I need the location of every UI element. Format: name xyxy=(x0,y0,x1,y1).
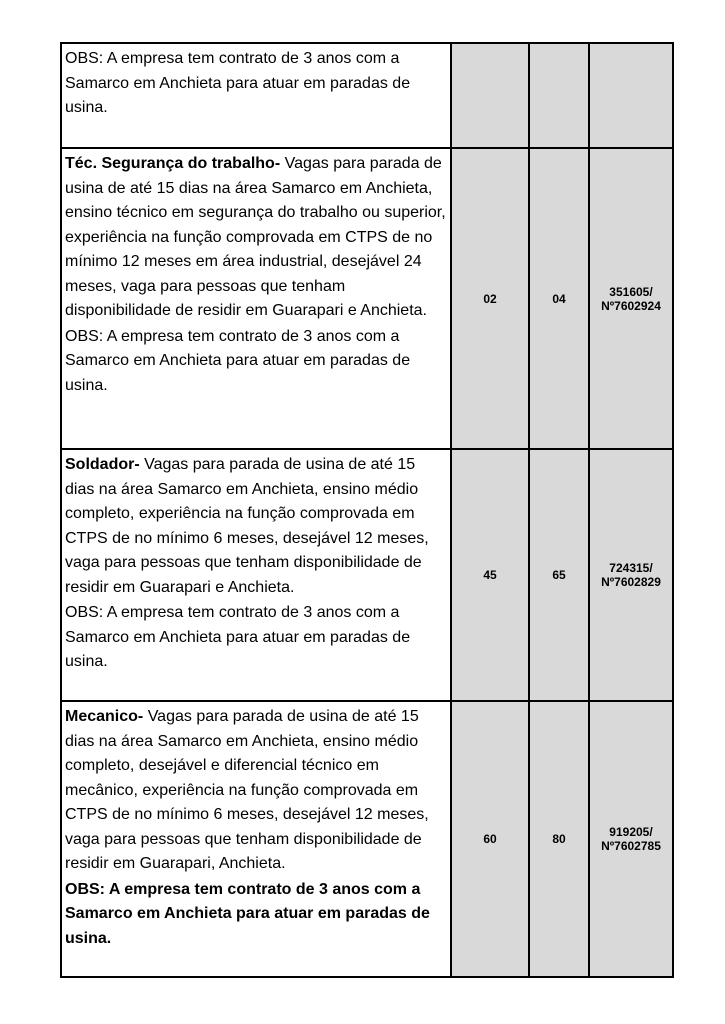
code-line-1: 919205/ xyxy=(609,825,653,839)
job-text xyxy=(65,453,447,600)
code-line-2: Nº7602924 xyxy=(601,298,661,313)
qty-cell-2: 04 xyxy=(529,148,589,449)
code-cell xyxy=(589,449,673,701)
qty-cell-1: 60 xyxy=(451,701,529,977)
table-row xyxy=(61,148,673,449)
table-row xyxy=(61,701,673,977)
code-cell xyxy=(589,701,673,977)
code-line-2: Nº7602785 xyxy=(601,839,661,853)
code-cell xyxy=(589,43,673,148)
code-line-2: Nº7602829 xyxy=(601,575,661,589)
qty-cell-1 xyxy=(451,43,529,148)
job-title: Soldador- xyxy=(65,456,140,473)
obs-note: OBS: A empresa tem contrato de 3 anos com a Samarco em Anchieta para atuar em paradas de usina. xyxy=(65,50,411,116)
job-description-cell xyxy=(61,449,451,701)
code-line-1: 351605/ xyxy=(609,284,653,299)
job-description: Vagas para parada de usina de até 15 dias na área Samarco em Anchieta, ensino técnico em segurança do trabalho ou superior, experiência na função comprovada em CTPS de no mínimo 12 meses em área industrial, desejável 24 meses, vaga para pessoas que tenham disponibilidade de residir em Guarapari e Anchieta. xyxy=(65,155,446,319)
qty-cell-2 xyxy=(529,43,589,148)
job-description: Vagas para parada de usina de até 15 dias na área Samarco em Anchieta, ensino médio completo, experiência na função comprovada em CTPS de no mínimo 6 meses, desejável 12 meses, vaga para pessoas que tenham disponibilidade de residir em Guarapari e Anchieta. xyxy=(65,456,429,596)
code-line-1: 724315/ xyxy=(609,561,653,575)
job-description-cell xyxy=(61,701,451,977)
qty-cell-1: 45 xyxy=(451,449,529,701)
job-title: Mecanico- xyxy=(65,708,144,725)
qty-cell-1: 02 xyxy=(451,148,529,449)
job-text xyxy=(65,705,447,877)
table-row xyxy=(61,43,673,148)
qty-cell-2: 65 xyxy=(529,449,589,701)
job-description: Vagas para parada de usina de até 15 dias na área Samarco em Anchieta, ensino médio completo, desejável e diferencial técnico em mecânico, experiência na função comprovada em CTPS de no mínimo 6 meses, desejável 12 meses, vaga para pessoas que tenham disponibilidade de residir em Guarapari, Anchieta. xyxy=(65,708,429,872)
obs-note: OBS: A empresa tem contrato de 3 anos com a Samarco em Anchieta para atuar em paradas de usina. xyxy=(65,604,411,670)
table-row xyxy=(61,449,673,701)
qty-cell-2: 80 xyxy=(529,701,589,977)
code-cell xyxy=(589,148,673,449)
job-text xyxy=(65,152,447,324)
job-title: Téc. Segurança do trabalho- xyxy=(65,155,281,172)
job-description-cell xyxy=(61,148,451,449)
obs-note: OBS: A empresa tem contrato de 3 anos com a Samarco em Anchieta para atuar em paradas de usina. xyxy=(65,880,430,947)
job-description-cell xyxy=(61,43,451,148)
obs-note: OBS: A empresa tem contrato de 3 anos com a Samarco em Anchieta para atuar em paradas de usina. xyxy=(65,327,411,394)
job-openings-table xyxy=(60,42,674,978)
